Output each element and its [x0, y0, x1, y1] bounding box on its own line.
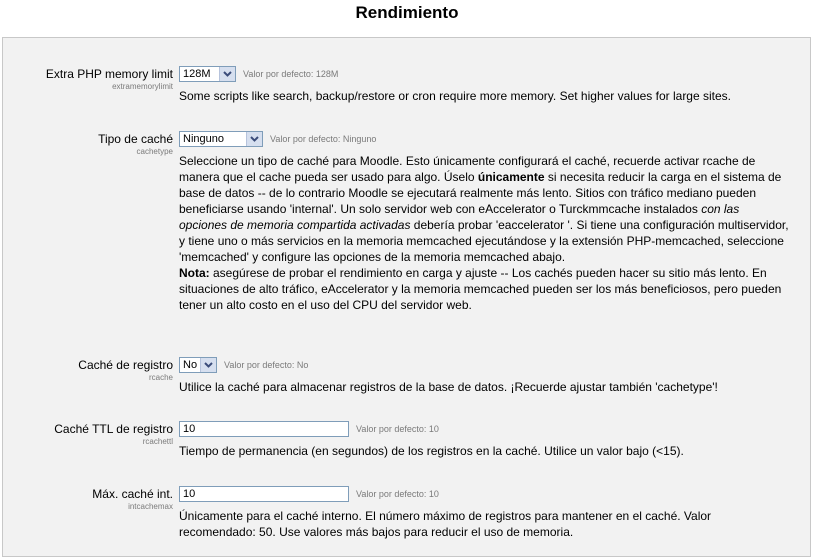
default-value: Valor por defecto: 10: [356, 489, 439, 499]
default-value: Valor por defecto: No: [224, 360, 309, 370]
setting-key: cachetype: [136, 147, 173, 156]
setting-description: Tiempo de permanencia (en segundos) de los registros en la caché. Utilice un valor bajo (<15).: [179, 444, 684, 458]
chevron-down-icon[interactable]: [219, 67, 235, 81]
default-value: Valor por defecto: Ninguno: [270, 134, 377, 144]
setting-description: Únicamente para el caché interno. El número máximo de registros para mantener en el caché. Valor recomendado: 50. Use valores más bajos para reducir el uso de memoria.: [179, 509, 712, 539]
extramemorylimit-select[interactable]: [179, 66, 236, 82]
description-text: debería probar 'eaccelerator '. Si tiene una configuración multiservidor, y tiene uno o más servicios en la memoria memcached ejecutándose y la extensión PHP-memcached, seleccione 'memcached' y configure las opciones de la memoria memcached abajo.: [179, 218, 789, 264]
setting-key: rcache: [148, 373, 173, 382]
rcachettl-input[interactable]: 10: [179, 421, 349, 437]
setting-key: rcachettl: [142, 437, 173, 446]
setting-description: Utilice la caché para almacenar registros de la base de datos. ¡Recuerde ajustar también 'cachetype'!: [179, 380, 718, 394]
setting-key: intcachemax: [128, 502, 173, 511]
default-value: Valor por defecto: 10: [356, 424, 439, 434]
setting-description: [179, 153, 789, 313]
setting-label: Extra PHP memory limit: [45, 67, 173, 81]
settings-panel: [2, 37, 811, 557]
description-text: si necesita reducir la carga en el sistema de base de datos -- de lo contrario Moodle se ejecutará realmente más lento. Sitios con tráfico mediano pueden beneficiarse usando 'internal'. Un solo servidor web con eAccelerator o Turckmmcache instalados: [179, 170, 782, 216]
chevron-down-icon[interactable]: [200, 358, 216, 372]
select-value: 128M: [183, 68, 211, 80]
page-title: Rendimiento: [355, 3, 459, 22]
setting-key: extramemorylimit: [112, 82, 173, 91]
note-label: Nota:: [179, 266, 210, 280]
setting-label: Caché de registro: [78, 358, 173, 372]
description-italic: con las opciones de memoria compartida activadas: [179, 202, 740, 232]
rcache-select[interactable]: [179, 357, 217, 373]
setting-description: Some scripts like search, backup/restore or cron require more memory. Set higher values for large sites.: [179, 89, 731, 103]
chevron-down-icon[interactable]: [246, 132, 262, 146]
select-value: No: [183, 359, 198, 371]
setting-label: Caché TTL de registro: [54, 422, 173, 436]
note-text: asegúrese de probar el rendimiento en carga y ajuste -- Los cachés pueden hacer su sitio más lento. En situaciones de alto tráfico, eAccelerator y la memoria memcached pueden ser los más beneficiosos, pero pueden tener un alto costo en el uso del CPU del servidor web.: [179, 266, 782, 312]
select-value: Ninguno: [183, 133, 224, 145]
setting-label: Tipo de caché: [98, 132, 173, 146]
default-value: Valor por defecto: 128M: [243, 69, 339, 79]
cachetype-select[interactable]: [179, 131, 263, 147]
description-emphasis: únicamente: [477, 170, 545, 184]
description-text: Seleccione un tipo de caché para Moodle. Esto únicamente configurará el caché, recuerde activar rcache de manera que el cache pueda ser usado para algo. Úselo: [179, 154, 756, 184]
intcachemax-input[interactable]: 10: [179, 486, 349, 502]
setting-label: Máx. caché int.: [92, 487, 173, 501]
